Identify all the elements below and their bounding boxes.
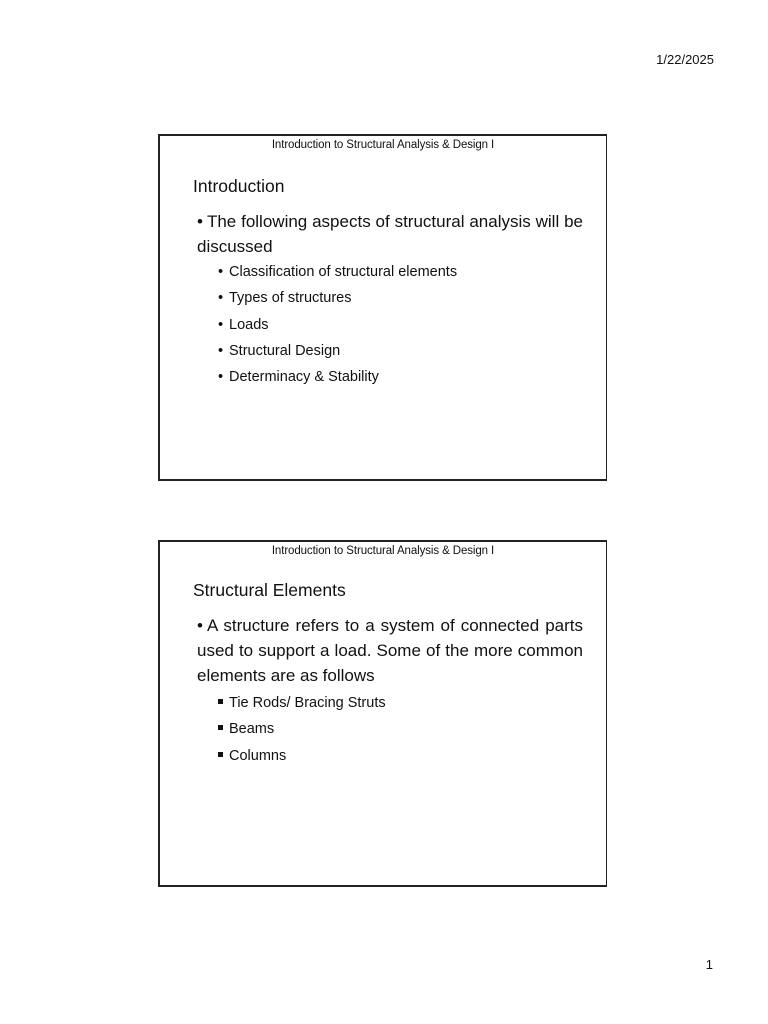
bullet-dot-icon: •: [218, 290, 224, 307]
bullet-dot-icon: •: [218, 342, 224, 359]
slide-header: Introduction to Structural Analysis & Design I: [271, 139, 495, 151]
slide-title: Structural Elements: [193, 580, 346, 600]
bullet-dot-icon: •: [218, 316, 224, 333]
list-item-text: Classification of structural elements: [229, 264, 458, 280]
square-bullet-icon: [218, 699, 223, 704]
list-item: [218, 289, 457, 315]
list-item-text: Determinacy & Stability: [229, 369, 379, 386]
bullet-dot-icon: •: [218, 369, 224, 386]
page-number: 1: [705, 957, 713, 972]
bullet-dot-icon: •: [197, 616, 203, 635]
main-bullet: [197, 613, 583, 688]
bullet-dot-icon: •: [197, 212, 203, 231]
page-date: 1/22/2025: [656, 52, 714, 67]
slide-introduction: [158, 134, 607, 481]
list-item-text: Beams: [229, 721, 275, 738]
list-item-text: Tie Rods/ Bracing Struts: [229, 695, 386, 711]
slide-title: Introduction: [193, 176, 285, 196]
list-item: [218, 368, 457, 394]
list-item: [218, 720, 386, 746]
list-item: [218, 747, 386, 773]
main-bullet-text: The following aspects of structural analysis will be discussed: [197, 212, 583, 256]
bullet-dot-icon: •: [218, 264, 224, 280]
list-item-text: Types of structures: [229, 290, 352, 307]
sub-bullet-list: [218, 263, 457, 394]
slide-header: Introduction to Structural Analysis & Design I: [271, 545, 495, 557]
list-item: [218, 342, 457, 368]
slide-structural-elements: [158, 540, 607, 887]
list-item: [218, 263, 457, 289]
list-item: [218, 316, 457, 342]
list-item-text: Loads: [229, 316, 269, 333]
square-bullet-icon: [218, 752, 223, 757]
sub-bullet-list: [218, 694, 386, 773]
main-bullet-text: A structure refers to a system of connected parts used to support a load. Some of the more common elements are as follows: [197, 616, 583, 685]
list-item: [218, 694, 386, 720]
list-item-text: Structural Design: [229, 342, 341, 359]
square-bullet-icon: [218, 725, 223, 730]
list-item-text: Columns: [229, 747, 287, 764]
main-bullet: [197, 209, 583, 259]
